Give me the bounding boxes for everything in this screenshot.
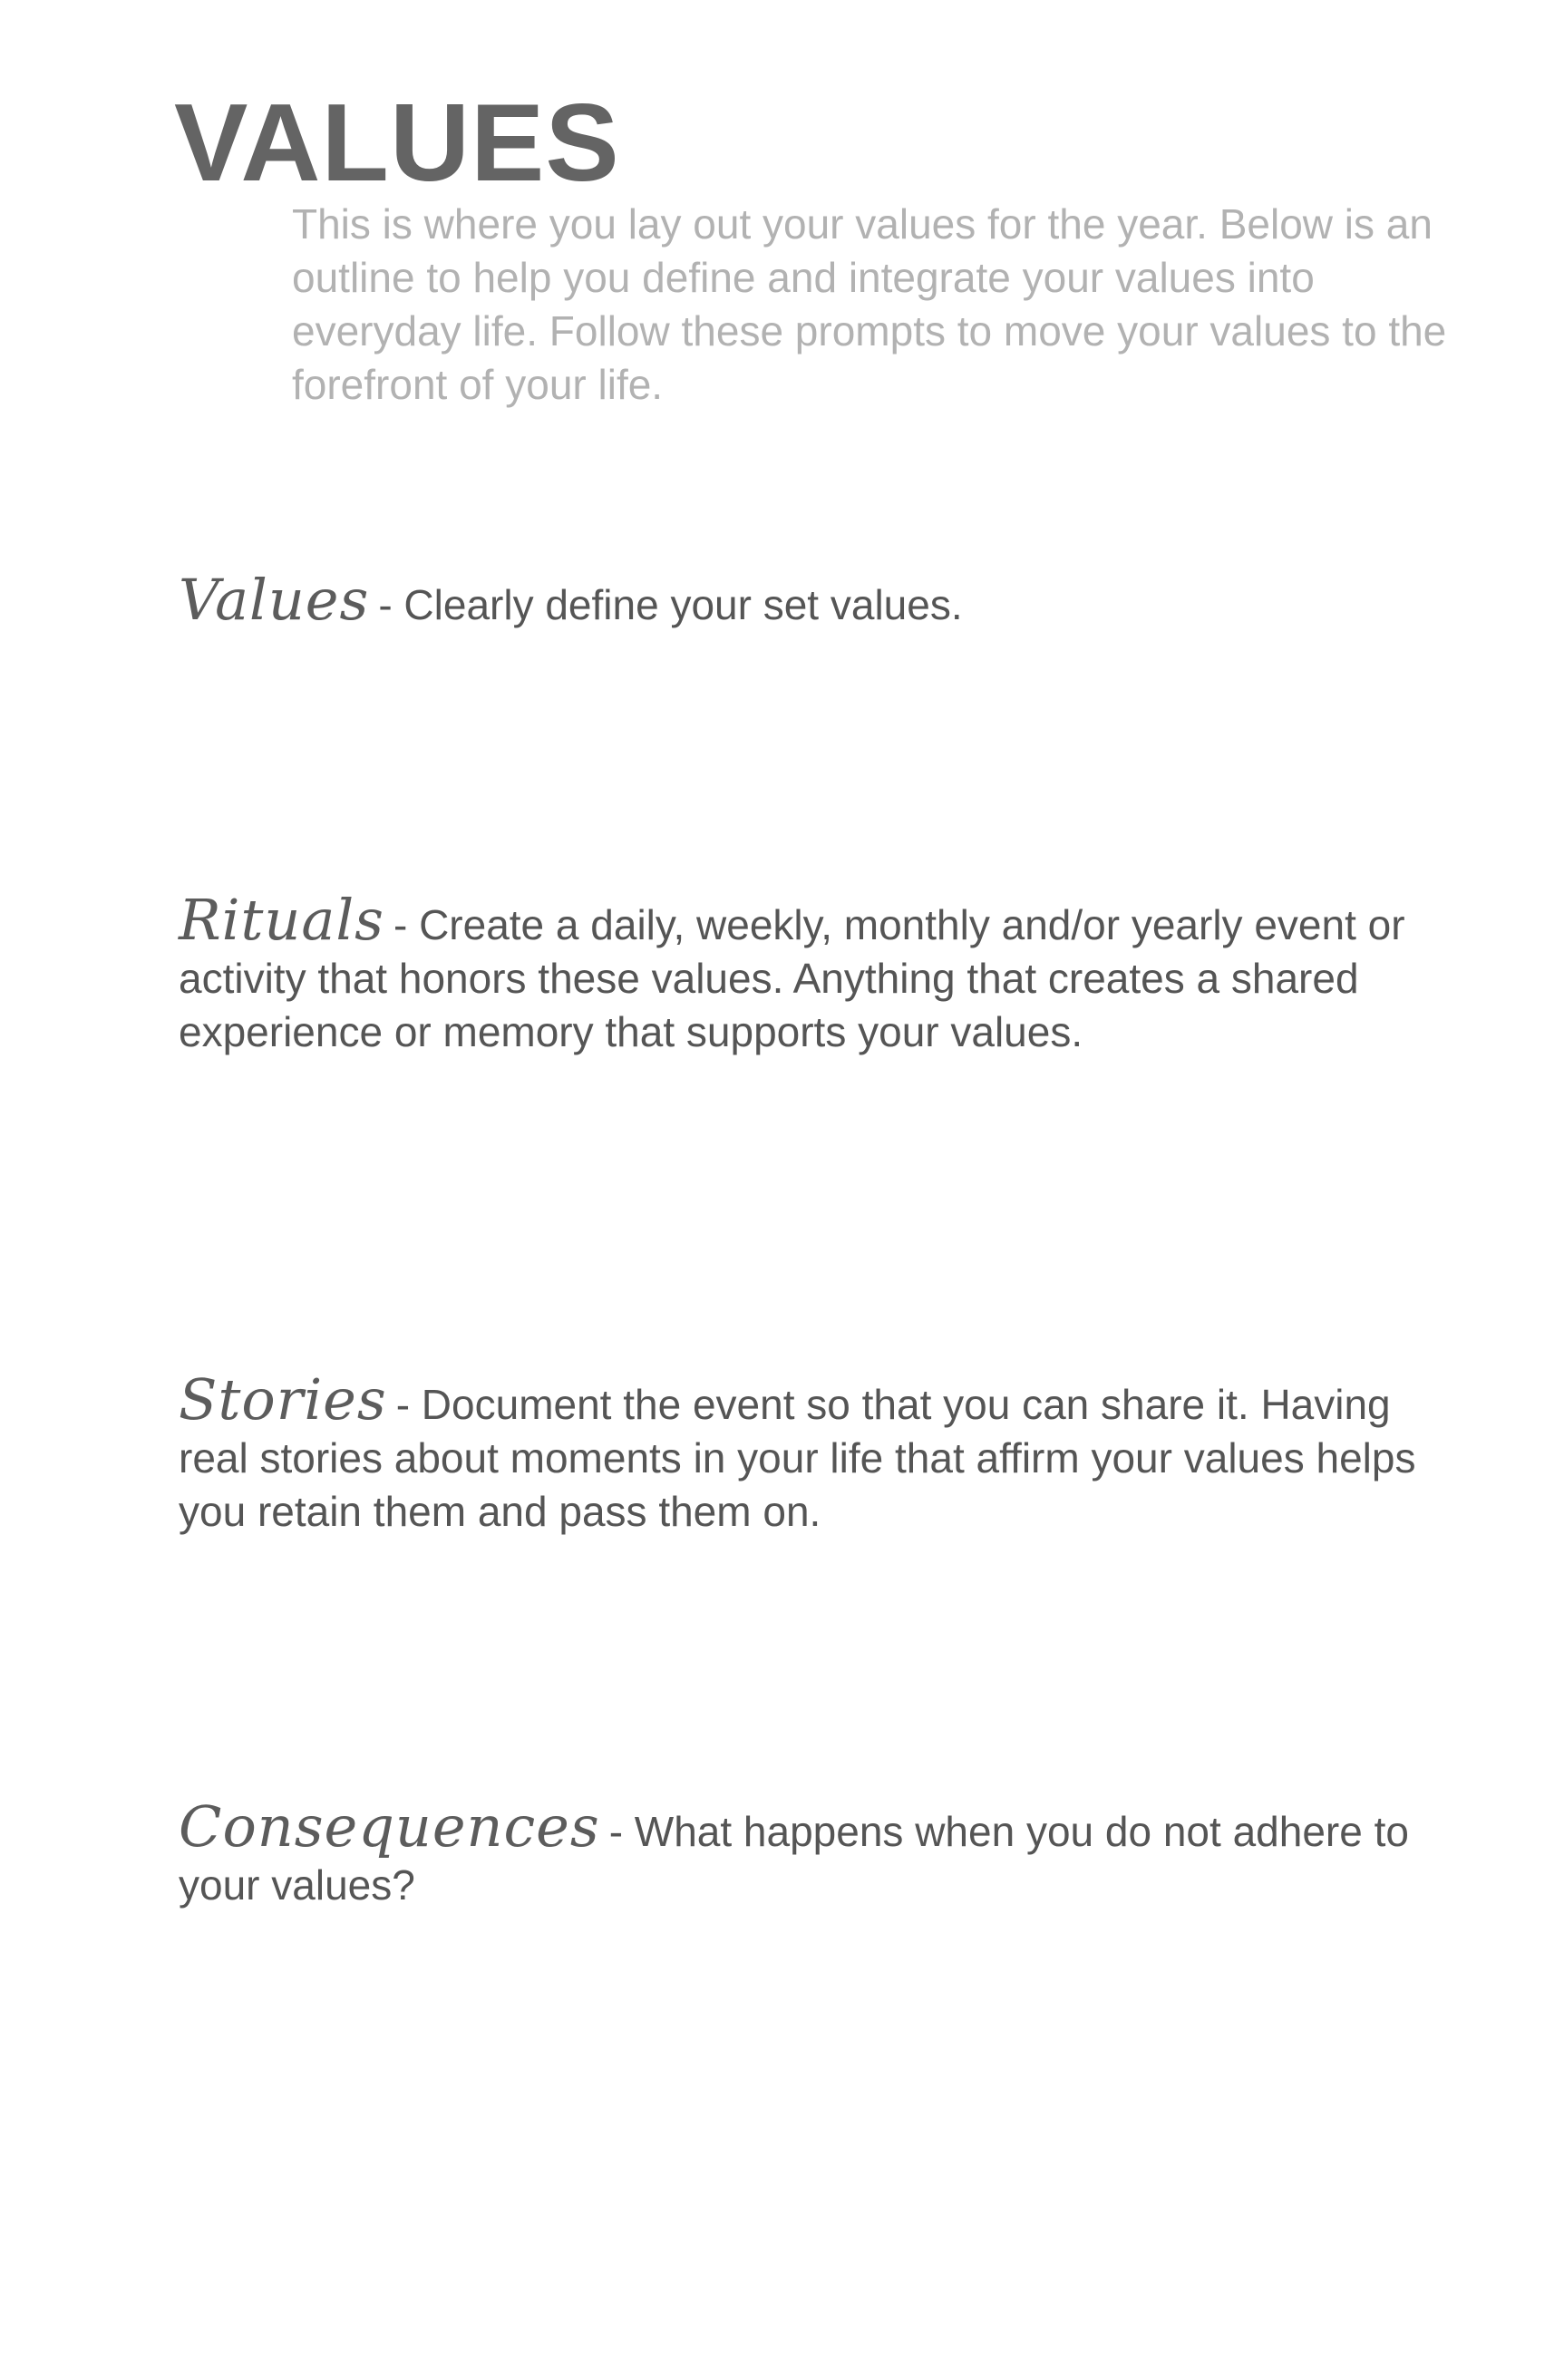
section-text-consequences: - What happens when you do not adhere to your values? <box>179 1808 1409 1909</box>
page-title: VALUES <box>174 81 620 204</box>
section-text-rituals: - Create a daily, weekly, monthly and/or yearly event or activity that honors these values. Anything that creates a shared experience or memory that supports your values. <box>179 901 1405 1055</box>
section-stories <box>179 1366 1448 1539</box>
section-heading-values: Values <box>179 567 370 633</box>
section-consequences <box>179 1793 1448 1912</box>
section-rituals <box>179 887 1448 1059</box>
section-text-values: - Clearly define your set values. <box>378 581 963 628</box>
section-heading-rituals: Rituals <box>179 887 384 953</box>
intro-paragraph: This is where you lay out your values for the year. Below is an outline to help you define and integrate your values into everyday life. Follow these prompts to move your values to the forefront of your life. <box>292 200 1447 408</box>
section-heading-consequences: Consequences <box>179 1793 600 1860</box>
section-values <box>179 567 1448 633</box>
section-text-stories: - Document the event so that you can share it. Having real stories about moments in your life that affirm your values helps you retain them and pass them on. <box>179 1381 1416 1535</box>
section-heading-stories: Stories <box>179 1366 387 1433</box>
